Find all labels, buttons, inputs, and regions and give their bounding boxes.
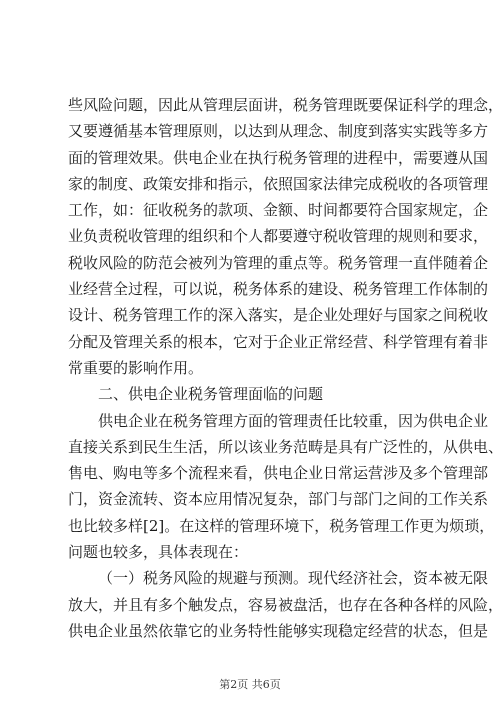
page-number-footer: 第2页 共6页 — [219, 678, 281, 691]
body-line: 放大，并且有多个触发点，容易被盘活，也存在各种各样的风险， — [68, 595, 503, 614]
section-heading: 二、供电企业税务管理面临的问题 — [98, 385, 324, 404]
body-line: 业经营全过程，可以说，税务体系的建设、税务管理工作体制的 — [68, 280, 489, 299]
body-line: 也比较多样[2]。在这样的管理环境下，税务管理工作更为烦琐， — [68, 516, 495, 535]
body-line: 售电、购电等多个流程来看，供电企业日常运营涉及多个管理部 — [68, 464, 489, 483]
subsection-line: （一）税务风险的规避与预测。现代经济社会，资本被无限 — [98, 569, 489, 588]
body-line: 面的管理效果。供电企业在执行税务管理的进程中，需要遵从国 — [68, 148, 489, 167]
body-line: 问题也较多，具体表现在： — [68, 543, 249, 562]
body-line: 税收风险的防范会被列为管理的重点等。税务管理一直伴随着企 — [68, 253, 489, 272]
body-line: 供电企业在税务管理方面的管理责任比较重，因为供电企业 — [98, 411, 489, 430]
body-line: 些风险问题，因此从管理层面讲，税务管理既要保证科学的理念， — [68, 96, 503, 114]
body-line: 家的制度、政策安排和指示，依照国家法律完成税收的各项管理 — [68, 174, 489, 193]
body-line: 设计、税务管理工作的深入落实，是企业处理好与国家之间税收 — [68, 306, 489, 325]
body-line: 业负责税收管理的组织和个人都要遵守税收管理的规则和要求， — [68, 227, 489, 246]
body-line: 又要遵循基本管理原则，以达到从理念、制度到落实实践等多方 — [68, 122, 489, 141]
document-body — [68, 92, 503, 644]
body-line: 门，资金流转、资本应用情况复杂，部门与部门之间的工作关系 — [68, 490, 489, 509]
body-line: 供电企业虽然依靠它的业务特性能够实现稳定经营的状态，但是 — [68, 621, 489, 640]
body-line: 分配及管理关系的根本，它对于企业正常经营、科学管理有着非 — [68, 332, 489, 351]
body-line: 工作，如：征收税务的款项、金额、时间都要符合国家规定，企 — [68, 201, 489, 220]
body-line: 直接关系到民生生活，所以该业务范畴是具有广泛性的，从供电、 — [68, 437, 503, 456]
body-line: 常重要的影响作用。 — [68, 358, 204, 377]
